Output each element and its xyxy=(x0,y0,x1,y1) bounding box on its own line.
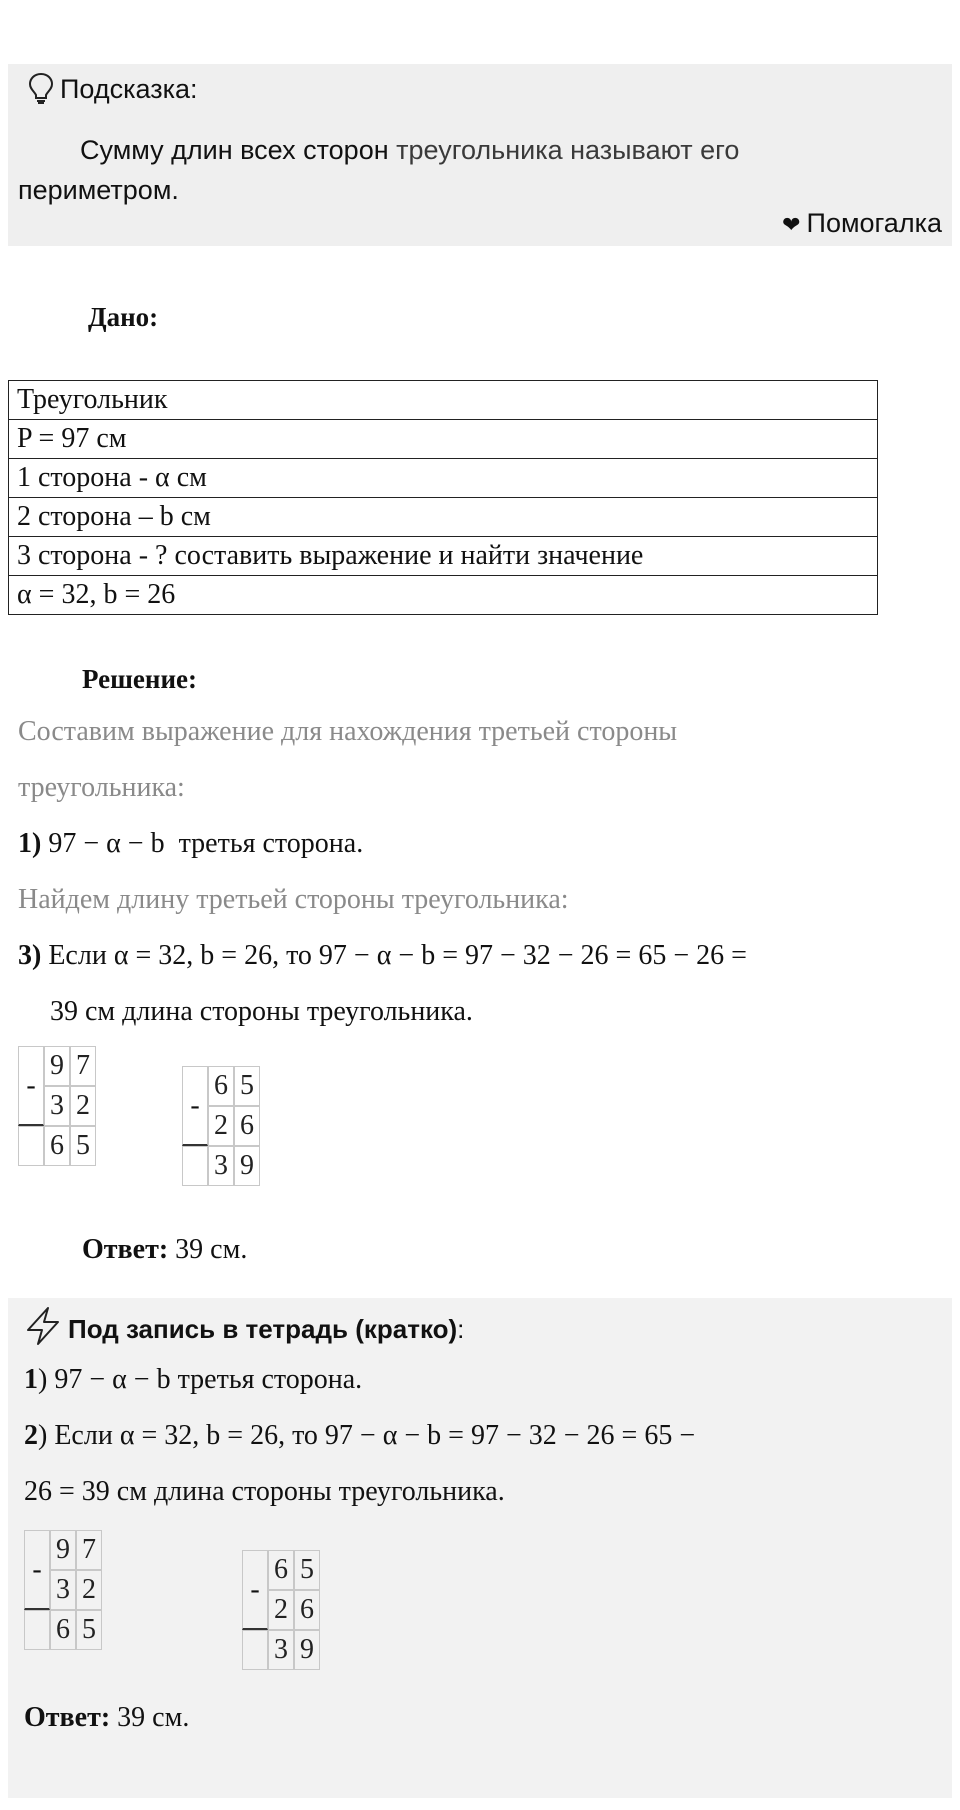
notebook-line-2-text: ) Если α = 32, b = 26, то 97 − α − b = 97 − 32 − 26 = 65 − xyxy=(38,1420,696,1451)
solution-intro-2: треугольника: xyxy=(18,772,185,803)
hint-header xyxy=(28,72,198,111)
minus-sign: - xyxy=(182,1066,208,1146)
answer-value: 39 см. xyxy=(168,1234,248,1265)
digit: 9 xyxy=(50,1530,76,1570)
digit: 3 xyxy=(44,1086,70,1126)
find-text: Найдем длину третьей стороны треугольника: xyxy=(18,884,569,915)
digit: 2 xyxy=(208,1106,234,1146)
notebook-line-1-text: ) 97 − α − b третья сторона. xyxy=(38,1364,363,1395)
hint-text xyxy=(18,130,938,210)
digit: 5 xyxy=(294,1550,320,1590)
digit: 5 xyxy=(76,1610,102,1650)
minus-sign: - xyxy=(18,1046,44,1126)
table-cell: α = 32, b = 26 xyxy=(9,576,878,615)
heart-icon: ❤ xyxy=(782,212,801,237)
step-3-number: 3) xyxy=(18,940,42,971)
digit: 2 xyxy=(268,1590,294,1630)
digit: 7 xyxy=(70,1046,96,1086)
step-3 xyxy=(18,940,747,972)
hint-title: Подсказка: xyxy=(60,74,198,104)
digit: 3 xyxy=(50,1570,76,1610)
digit: 6 xyxy=(44,1126,70,1166)
notebook-line-2-number: 2 xyxy=(24,1420,38,1451)
helper-label: Помогалка xyxy=(806,208,942,238)
digit: 6 xyxy=(268,1550,294,1590)
digit: 9 xyxy=(44,1046,70,1086)
notebook-answer-value: 39 см. xyxy=(110,1702,190,1733)
hint-end: . xyxy=(171,175,179,205)
digit: 3 xyxy=(268,1630,294,1670)
column-subtraction-1 xyxy=(18,1046,96,1166)
digit: 6 xyxy=(234,1106,260,1146)
digit: 2 xyxy=(70,1086,96,1126)
column-subtraction-2 xyxy=(182,1066,260,1186)
hint-bold-2: периметром xyxy=(18,175,172,205)
hint-normal: треугольника называют его xyxy=(388,135,740,165)
digit: 6 xyxy=(50,1610,76,1650)
notebook-answer xyxy=(24,1702,189,1734)
notebook-line-1-number: 1 xyxy=(24,1364,38,1395)
hint-bold-1: Сумму длин всех сторон xyxy=(80,135,389,165)
digit: 7 xyxy=(76,1530,102,1570)
digit: 2 xyxy=(76,1570,102,1610)
notebook-header xyxy=(24,1306,464,1353)
answer-label: Ответ: xyxy=(82,1234,169,1265)
step-3-text: Если α = 32, b = 26, то 97 − α − b = 97 − 32 − 26 = 65 − 26 = xyxy=(48,940,747,971)
given-table xyxy=(8,380,878,615)
table-cell: 3 сторона - ? составить выражение и найти значение xyxy=(9,537,878,576)
table-row xyxy=(9,537,878,576)
step-1-number: 1) xyxy=(18,828,42,859)
table-row xyxy=(9,381,878,420)
table-row xyxy=(9,459,878,498)
step-1-expression: 97 − α − b xyxy=(48,828,165,859)
notebook-answer-label: Ответ: xyxy=(24,1702,111,1733)
digit: 9 xyxy=(234,1146,260,1186)
step-3-continued: 39 см длина стороны треугольника. xyxy=(50,996,473,1027)
table-cell: Треугольник xyxy=(9,381,878,420)
blank-cell xyxy=(18,1126,44,1166)
blank-cell xyxy=(24,1610,50,1650)
given-title: Дано: xyxy=(88,302,159,332)
minus-sign: - xyxy=(24,1530,50,1610)
table-row xyxy=(9,420,878,459)
minus-sign: - xyxy=(242,1550,268,1630)
helper-link[interactable] xyxy=(782,208,942,239)
blank-cell xyxy=(242,1630,268,1670)
table-cell: P = 97 см xyxy=(9,420,878,459)
table-cell: 2 сторона – b см xyxy=(9,498,878,537)
table-row xyxy=(9,498,878,537)
digit: 6 xyxy=(208,1066,234,1106)
digit: 3 xyxy=(208,1146,234,1186)
step-1-text: третья сторона. xyxy=(178,828,364,859)
lightbulb-icon xyxy=(28,72,54,111)
solution-intro-1: Составим выражение для нахождения третьей стороны xyxy=(18,716,678,747)
column-subtraction-3 xyxy=(24,1530,102,1650)
answer xyxy=(82,1234,247,1266)
table-cell: 1 сторона - α см xyxy=(9,459,878,498)
notebook-line-3: 26 = 39 см длина стороны треугольника. xyxy=(24,1476,505,1507)
digit: 9 xyxy=(294,1630,320,1670)
column-subtraction-4 xyxy=(242,1550,320,1670)
digit: 6 xyxy=(294,1590,320,1630)
lightning-icon xyxy=(24,1306,62,1353)
digit: 5 xyxy=(70,1126,96,1166)
solution-title: Решение: xyxy=(82,664,197,694)
notebook-colon: : xyxy=(457,1314,465,1344)
step-1 xyxy=(18,828,363,860)
notebook-title: Под запись в тетрадь (кратко) xyxy=(68,1314,458,1344)
table-row xyxy=(9,576,878,615)
blank-cell xyxy=(182,1146,208,1186)
notebook-line-2 xyxy=(24,1420,695,1452)
digit: 5 xyxy=(234,1066,260,1106)
notebook-line-1 xyxy=(24,1364,362,1396)
